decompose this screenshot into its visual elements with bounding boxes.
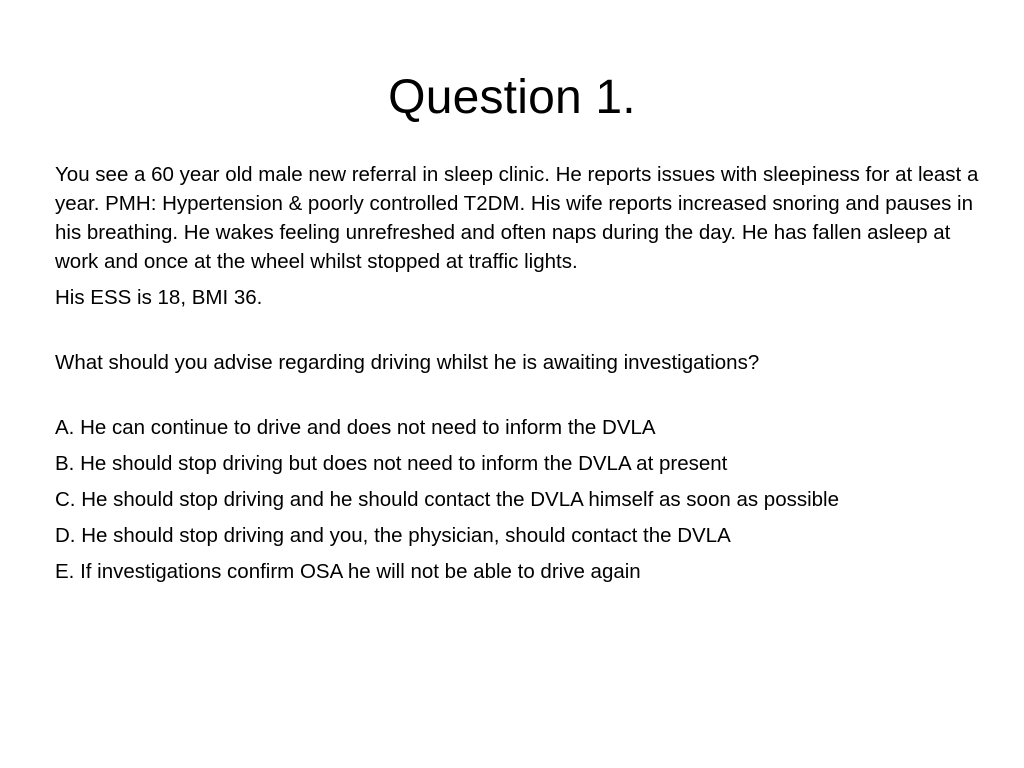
slide-body [55,160,995,593]
option-a: A. He can continue to drive and does not need to inform the DVLA [55,416,656,439]
question-text: What should you advise regarding driving whilst he is awaiting investigations? [55,351,760,374]
option-d: D. He should stop driving and you, the physician, should contact the DVLA [55,524,731,547]
option-c: C. He should stop driving and he should contact the DVLA himself as soon as possible [55,488,840,511]
answer-options [55,413,995,586]
spacer [55,384,995,413]
case-description: You see a 60 year old male new referral in sleep clinic. He reports issues with sleepiness for at least a year. PMH: Hypertension & poorly controlled T2DM. His wife reports increased snoring and pauses in his breathing. He wakes feeling unrefreshed and often naps during the day. He has fallen asleep at work and once at the wheel whilst stopped at traffic lights. [55,163,979,273]
spacer [55,319,995,348]
option-b: B. He should stop driving but does not need to inform the DVLA at present [55,452,728,475]
slide-title: Question 1. [388,71,636,124]
option-e: E. If investigations confirm OSA he will not be able to drive again [55,560,641,583]
ess-bmi-line: His ESS is 18, BMI 36. [55,286,263,309]
